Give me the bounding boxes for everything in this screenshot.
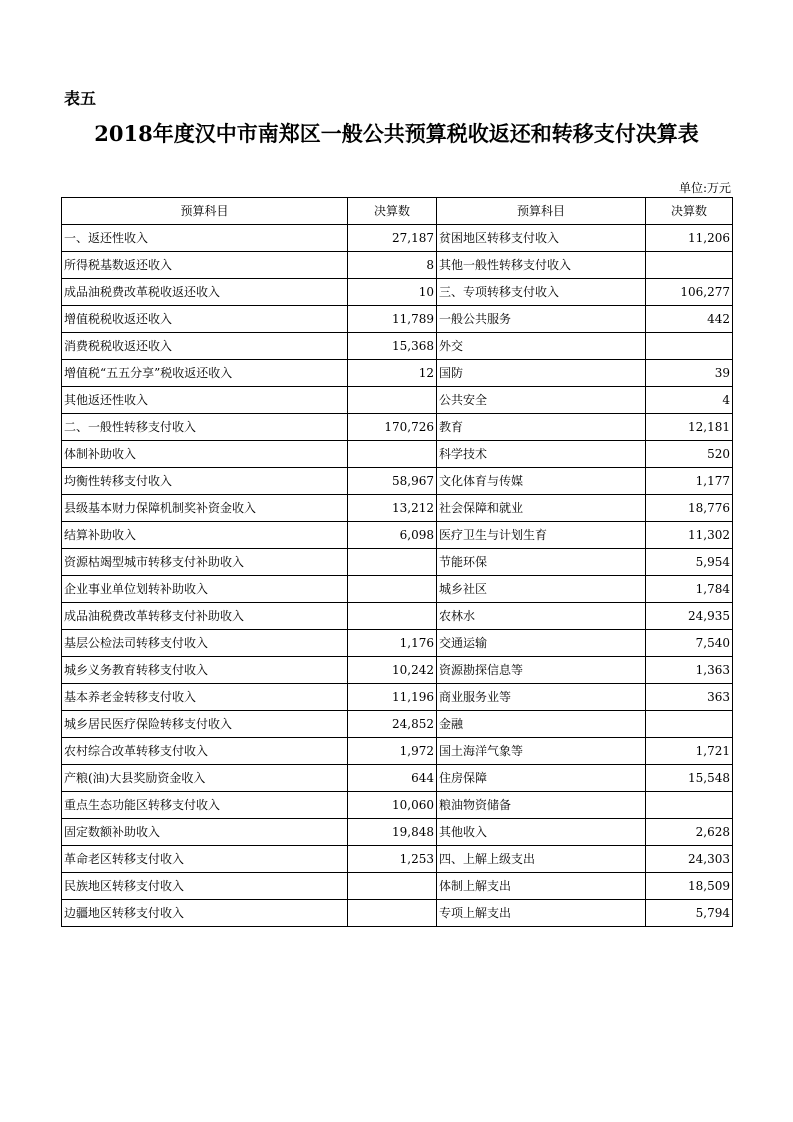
left-item-value: 12: [348, 360, 437, 387]
left-item-name: 产粮(油)大县奖励资金收入: [62, 765, 348, 792]
right-item-name: 商业服务业等: [437, 684, 646, 711]
left-item-name: 资源枯竭型城市转移支付补助收入: [62, 549, 348, 576]
table-row: [62, 684, 733, 711]
left-item-value: 8: [348, 252, 437, 279]
right-item-value: 24,303: [646, 846, 733, 873]
right-item-name: 外交: [437, 333, 646, 360]
left-item-value: 10: [348, 279, 437, 306]
header-right-item: 预算科目: [437, 198, 646, 225]
right-item-name: 专项上解支出: [437, 900, 646, 927]
table-row: [62, 873, 733, 900]
left-item-value: 1,176: [348, 630, 437, 657]
table-row: [62, 576, 733, 603]
table-row: [62, 711, 733, 738]
left-item-value: 1,253: [348, 846, 437, 873]
table-row: [62, 765, 733, 792]
unit-label: 单位:万元: [678, 181, 731, 195]
left-item-name: 消费税税收返还收入: [62, 333, 348, 360]
right-item-name: 城乡社区: [437, 576, 646, 603]
left-item-value: 1,972: [348, 738, 437, 765]
left-item-name: 一、返还性收入: [62, 225, 348, 252]
right-item-name: 一般公共服务: [437, 306, 646, 333]
right-item-value: 5,794: [646, 900, 733, 927]
table-row: [62, 900, 733, 927]
right-item-name: 农林水: [437, 603, 646, 630]
right-item-value: [646, 711, 733, 738]
left-item-value: [348, 873, 437, 900]
right-item-value: 106,277: [646, 279, 733, 306]
right-item-value: 24,935: [646, 603, 733, 630]
table-row: [62, 495, 733, 522]
table-row: [62, 468, 733, 495]
left-item-value: 644: [348, 765, 437, 792]
right-item-name: 交通运输: [437, 630, 646, 657]
left-item-name: 民族地区转移支付收入: [62, 873, 348, 900]
right-item-name: 社会保障和就业: [437, 495, 646, 522]
header-left-item: 预算科目: [62, 198, 348, 225]
left-item-value: [348, 603, 437, 630]
table-row: [62, 225, 733, 252]
left-item-name: 结算补助收入: [62, 522, 348, 549]
right-item-name: 金融: [437, 711, 646, 738]
right-item-name: 文化体育与传媒: [437, 468, 646, 495]
left-item-value: 10,242: [348, 657, 437, 684]
left-item-name: 重点生态功能区转移支付收入: [62, 792, 348, 819]
right-item-value: 2,628: [646, 819, 733, 846]
table-row: [62, 441, 733, 468]
right-item-name: 住房保障: [437, 765, 646, 792]
right-item-value: [646, 252, 733, 279]
left-item-name: 增值税税收返还收入: [62, 306, 348, 333]
left-item-name: 县级基本财力保障机制奖补资金收入: [62, 495, 348, 522]
table-label: 表五: [64, 89, 97, 108]
right-item-value: 363: [646, 684, 733, 711]
right-item-value: 18,509: [646, 873, 733, 900]
left-item-value: 6,098: [348, 522, 437, 549]
header-left-amount: 决算数: [348, 198, 437, 225]
left-item-name: 农村综合改革转移支付收入: [62, 738, 348, 765]
right-item-value: 15,548: [646, 765, 733, 792]
right-item-value: 7,540: [646, 630, 733, 657]
left-item-value: 11,196: [348, 684, 437, 711]
right-item-value: 18,776: [646, 495, 733, 522]
right-item-value: 11,302: [646, 522, 733, 549]
table-row: [62, 738, 733, 765]
right-item-value: 1,784: [646, 576, 733, 603]
left-item-value: 13,212: [348, 495, 437, 522]
right-item-value: 5,954: [646, 549, 733, 576]
left-item-value: [348, 441, 437, 468]
table-row: [62, 630, 733, 657]
table-row: [62, 306, 733, 333]
right-item-name: 三、专项转移支付收入: [437, 279, 646, 306]
right-item-name: 四、上解上级支出: [437, 846, 646, 873]
right-item-value: 39: [646, 360, 733, 387]
right-item-value: 1,177: [646, 468, 733, 495]
right-item-value: 4: [646, 387, 733, 414]
table-body: [62, 225, 733, 927]
right-item-name: 教育: [437, 414, 646, 441]
table-row: [62, 360, 733, 387]
right-item-value: 520: [646, 441, 733, 468]
right-item-name: 其他收入: [437, 819, 646, 846]
left-item-name: 革命老区转移支付收入: [62, 846, 348, 873]
page-title: 2018年度汉中市南郑区一般公共预算税收返还和转移支付决算表: [94, 121, 699, 146]
table-row: [62, 657, 733, 684]
left-item-name: 增值税“五五分享”税收返还收入: [62, 360, 348, 387]
table-row: [62, 387, 733, 414]
left-item-value: 24,852: [348, 711, 437, 738]
left-item-name: 企业事业单位划转补助收入: [62, 576, 348, 603]
right-item-value: 442: [646, 306, 733, 333]
right-item-name: 国土海洋气象等: [437, 738, 646, 765]
left-item-name: 城乡居民医疗保险转移支付收入: [62, 711, 348, 738]
table-row: [62, 522, 733, 549]
left-item-name: 二、一般性转移支付收入: [62, 414, 348, 441]
left-item-value: 170,726: [348, 414, 437, 441]
right-item-name: 其他一般性转移支付收入: [437, 252, 646, 279]
table-row: [62, 333, 733, 360]
table-row: [62, 414, 733, 441]
right-item-name: 粮油物资储备: [437, 792, 646, 819]
left-item-value: 27,187: [348, 225, 437, 252]
left-item-name: 所得税基数返还收入: [62, 252, 348, 279]
right-item-name: 贫困地区转移支付收入: [437, 225, 646, 252]
left-item-name: 成品油税费改革税收返还收入: [62, 279, 348, 306]
header-row: [62, 198, 733, 225]
right-item-name: 公共安全: [437, 387, 646, 414]
left-item-name: 基本养老金转移支付收入: [62, 684, 348, 711]
table-row: [62, 819, 733, 846]
right-item-value: [646, 333, 733, 360]
right-item-name: 国防: [437, 360, 646, 387]
budget-table: [61, 197, 733, 927]
right-item-value: 11,206: [646, 225, 733, 252]
right-item-value: [646, 792, 733, 819]
left-item-value: 10,060: [348, 792, 437, 819]
left-item-value: [348, 549, 437, 576]
left-item-value: [348, 900, 437, 927]
right-item-value: 1,363: [646, 657, 733, 684]
right-item-name: 节能环保: [437, 549, 646, 576]
right-item-name: 科学技术: [437, 441, 646, 468]
left-item-value: [348, 387, 437, 414]
left-item-name: 体制补助收入: [62, 441, 348, 468]
table-row: [62, 846, 733, 873]
left-item-name: 其他返还性收入: [62, 387, 348, 414]
left-item-name: 均衡性转移支付收入: [62, 468, 348, 495]
right-item-value: 1,721: [646, 738, 733, 765]
right-item-name: 医疗卫生与计划生育: [437, 522, 646, 549]
table-header: [62, 198, 733, 225]
right-item-name: 资源勘探信息等: [437, 657, 646, 684]
left-item-name: 成品油税费改革转移支付补助收入: [62, 603, 348, 630]
left-item-name: 固定数额补助收入: [62, 819, 348, 846]
left-item-name: 城乡义务教育转移支付收入: [62, 657, 348, 684]
left-item-value: 58,967: [348, 468, 437, 495]
table-row: [62, 549, 733, 576]
table-row: [62, 252, 733, 279]
right-item-name: 体制上解支出: [437, 873, 646, 900]
left-item-name: 基层公检法司转移支付收入: [62, 630, 348, 657]
left-item-value: 19,848: [348, 819, 437, 846]
left-item-value: 15,368: [348, 333, 437, 360]
right-item-value: 12,181: [646, 414, 733, 441]
left-item-value: 11,789: [348, 306, 437, 333]
header-right-amount: 决算数: [646, 198, 733, 225]
left-item-value: [348, 576, 437, 603]
table-row: [62, 279, 733, 306]
table-row: [62, 792, 733, 819]
table-row: [62, 603, 733, 630]
left-item-name: 边疆地区转移支付收入: [62, 900, 348, 927]
